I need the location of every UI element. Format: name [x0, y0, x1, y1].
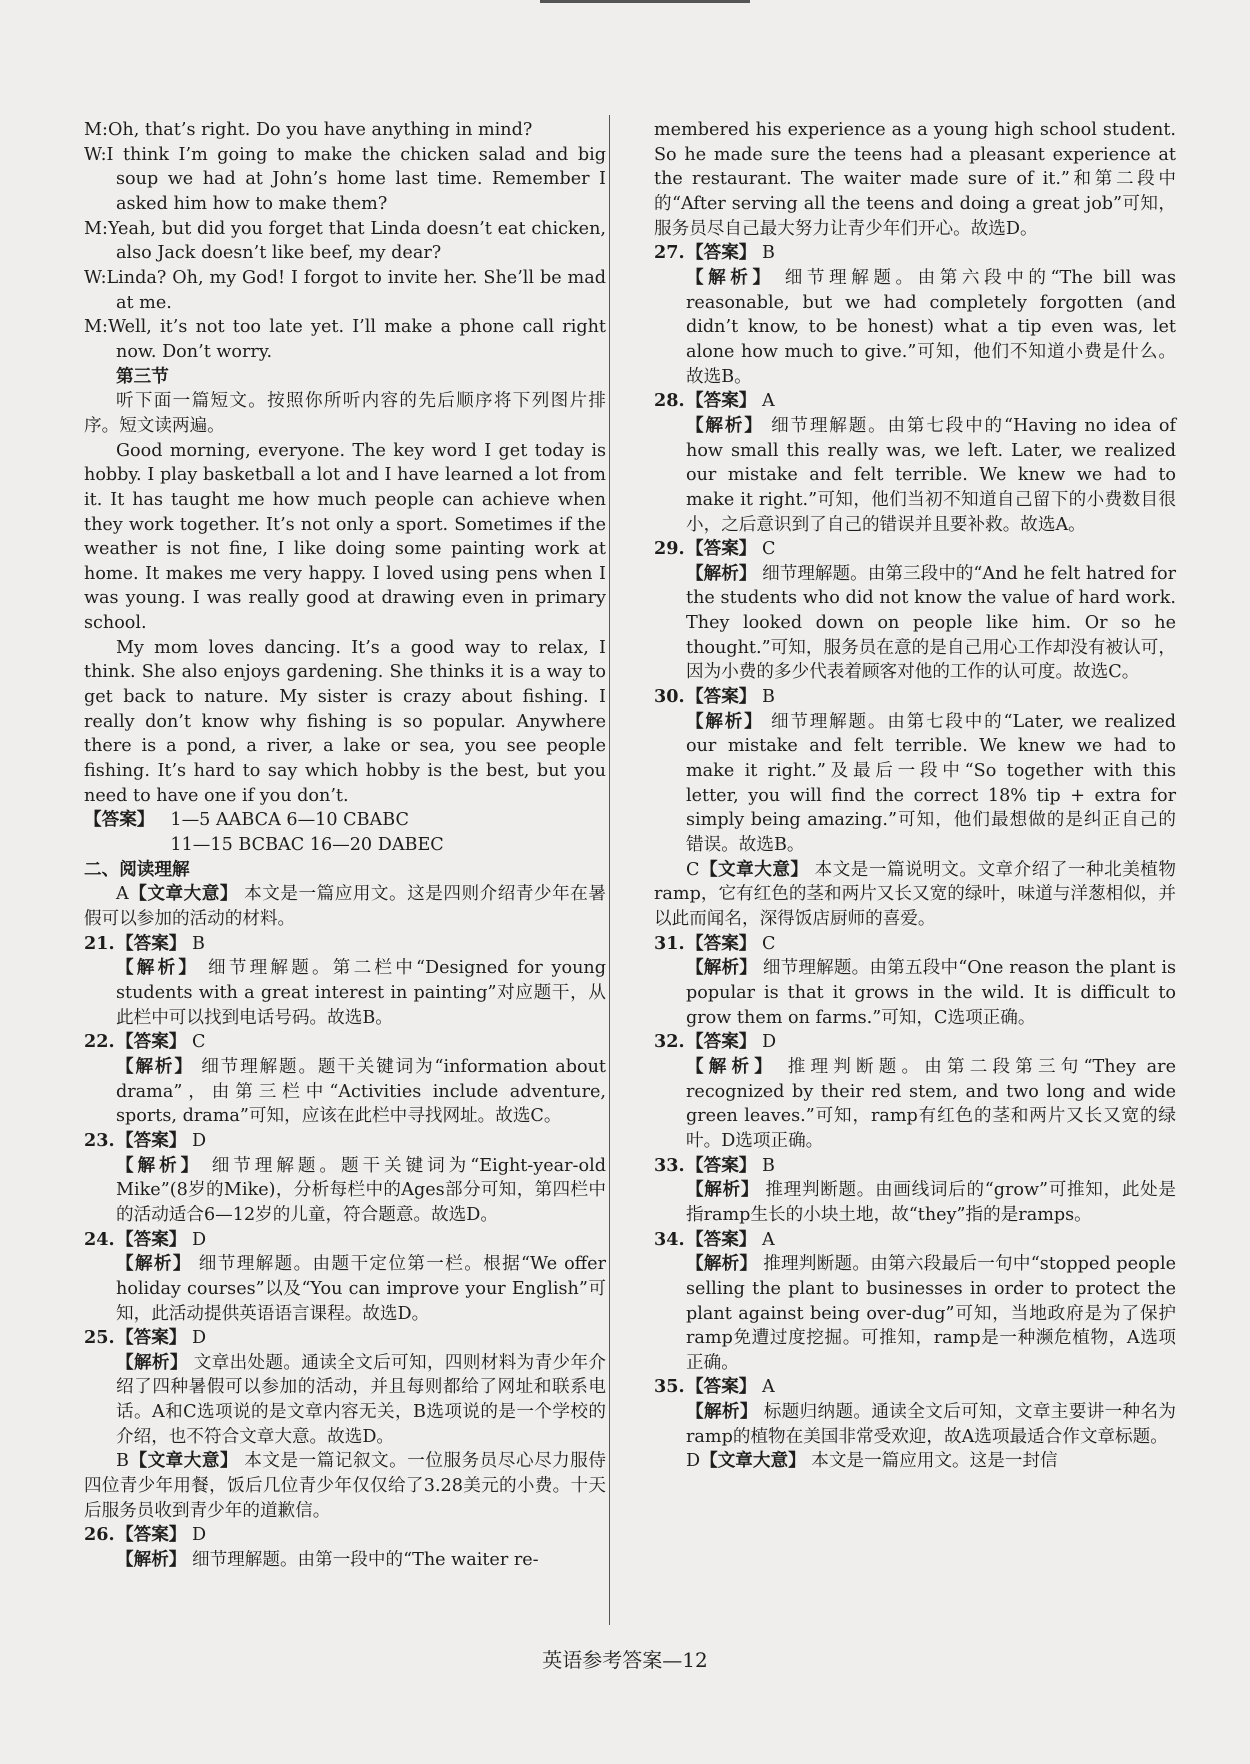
question-29: 29. 【答案】 C 【解析】 细节理解题。由第三段中的“And he felt hatred for the students who did not know the value of hard work. They looked down on people like him. Or so he thought.”可知，服务员在意的是自己用心工作却没有被认可，因为小费的多少代表着顾客对他的工作的认可度。故选C。 — [654, 538, 1176, 683]
answer-line: 11—15 BCBAC 16—20 DABEC — [170, 835, 444, 856]
question-31: 31. 【答案】 C 【解析】 细节理解题。由第五段中“One reason the plant is popular is that it grows in the wild. It is difficult to grow them on farms.”可知，C选项正确。 — [654, 932, 1176, 1028]
section3-title: 第三节 — [116, 365, 169, 387]
answer-label: 【答案】 — [84, 809, 155, 831]
summary-A: A【文章大意】 本文是一篇应用文。这是四则介绍青少年在暑假可以参加的活动的材料。 — [84, 883, 606, 929]
question-27: 27. 【答案】 B 【解析】 细节理解题。由第六段中的“The bill was reasonable, but we had completely forgotten (and didn’t know, to be honest) what a tip even was, let alone how much to give.”可知，他们不知道小费是什么。故选B。 — [654, 242, 1176, 387]
question-34: 34. 【答案】 A 【解析】 推理判断题。由第六段最后一句中“stopped people selling the plant to businesses in order to protect the plant against being over-dug”可知，当地政府是为了保护ramp免遭过度挖掘。可推知，ramp是一种濒危植物，A选项正确。 — [654, 1228, 1176, 1373]
summary-B: B【文章大意】 本文是一篇记叙文。一位服务员尽心尽力服侍四位青少年用餐，饭后几位青少年仅仅给了3.28美元的小费。十天后服务员收到青少年的道歉信。 — [84, 1450, 606, 1521]
answer-block — [84, 808, 606, 857]
question-33: 33. 【答案】 B 【解析】 推理判断题。由画线词后的“grow”可推知，此处是指ramp生长的小块土地，故“they”指的是ramps。 — [654, 1154, 1176, 1225]
summary-C: C【文章大意】 本文是一篇说明文。文章介绍了一种北美植物ramp，它有红色的茎和两片又长又宽的绿叶，味道与洋葱相似，并以此而闻名，深得饭店厨师的喜爱。 — [654, 858, 1176, 929]
column-divider — [609, 115, 610, 1625]
answer-line: 1—5 AABCA 6—10 CBABC — [170, 810, 409, 831]
summary-D: D【文章大意】 本文是一篇应用文。这是一封信 — [686, 1450, 1058, 1472]
section3-instruction: 听下面一篇短文。按照你所听内容的先后顺序将下列图片排序。短文读两遍。 — [84, 391, 606, 436]
passage-paragraph: Good morning, everyone. The key word I get today is hobby. I play basketball a lot and I have learned a lot from it. It has taught me how much people can achieve when they work together. It’s not only a sport. Sometimes if the weather is not fine, I like doing some painting work at home. It makes me very happy. I loved using pens when I was young. I was really good at drawing even in primary school. — [84, 440, 606, 634]
left-column — [84, 118, 606, 1573]
dialogue-line: M:Oh, that’s right. Do you have anything in mind? — [84, 120, 533, 140]
question-25: 25. 【答案】 D 【解析】 文章出处题。通读全文后可知，四则材料为青少年介绍了四种暑假可以参加的活动，并且每则都给了网址和联系电话。A和C选项说的是文章内容无关，B选项说的是一个学校的介绍，也不符合文章大意。故选D。 — [84, 1327, 606, 1447]
question-28: 28. 【答案】 A 【解析】 细节理解题。由第七段中的“Having no idea of how small this really was, we left. Later, we realized our mistake and felt terrible. We knew we had to make it right.”可知，他们当初不知道自己留下的小费数目很小，之后意识到了自己的错误并且要补救。故选A。 — [654, 390, 1176, 535]
dialogue-line: W:Linda? Oh, my God! I forgot to invite her. She’ll be mad at me. — [84, 267, 606, 313]
question-26: 26. 【答案】 D 【解析】 细节理解题。由第一段中的“The waiter re- — [84, 1524, 539, 1571]
right-column — [654, 118, 1176, 1474]
question-35: 35. 【答案】 A 【解析】 标题归纳题。通读全文后可知，文章主要讲一种名为ramp的植物在美国非常受欢迎，故A选项最适合作文章标题。 — [654, 1376, 1176, 1447]
question-24: 24. 【答案】 D 【解析】 细节理解题。由题干定位第一栏。根据“We offer holiday courses”以及“You can improve your English”可知，此活动提供英语语言课程。故选D。 — [84, 1228, 606, 1324]
question-21: 21. 【答案】 B 【解析】 细节理解题。第二栏中“Designed for young students with a great interest in painting”对应题干，从此栏中可以找到电话号码。故选B。 — [84, 932, 607, 1028]
question-22: 22. 【答案】 C 【解析】 细节理解题。题干关键词为“information about drama”，由第三栏中“Activities include adventure, sports, drama”可知，应该在此栏中寻找网址。故选C。 — [84, 1031, 606, 1127]
question-26-continued: membered his experience as a young high school student. So he made sure the teens had a pleasant experience at the restaurant. The waiter made sure of it.”和第二段中的“After serving all the teens and doing a great job”可知，服务员尽自己最大努力让青少年们开心。故选D。 — [654, 120, 1176, 239]
passage-paragraph: My mom loves dancing. It’s a good way to relax, I think. She also enjoys gardening. She thinks it is a way to get back to nature. My sister is crazy about fishing. I really don’t know why fishing is so popular. Anywhere there is a pond, a river, a lake or sea, you see people fishing. It’s hard to say which hobby is the best, but you need to have one if you don’t. — [84, 637, 606, 806]
page-footer: 英语参考答案—12 — [542, 1648, 708, 1672]
dialogue-line: M:Yeah, but did you forget that Linda doesn’t eat chicken, also Jack doesn’t like beef, my dear? — [84, 218, 606, 264]
dialogue-line: M:Well, it’s not too late yet. I’ll make a phone call right now. Don’t worry. — [84, 317, 606, 362]
part2-title: 二、阅读理解 — [84, 858, 190, 880]
dialogue-line: W:I think I’m going to make the chicken salad and big soup we had at John’s home last time. Remember I asked him how to make them? — [84, 144, 606, 214]
question-30: 30. 【答案】 B 【解析】 细节理解题。由第七段中的“Later, we realized our mistake and felt terrible. We knew we had to make it right.”及最后一段中“So together with this letter, you will find the correct 18% tip + extra for simply being amazing.”可知，他们最想做的是纠正自己的错误。故选B。 — [654, 686, 1177, 856]
question-23: 23. 【答案】 D 【解析】 细节理解题。题干关键词为“Eight-year-old Mike”(8岁的Mike)，分析每栏中的Ages部分可知，第四栏中的活动适合6—12岁的儿童，符合题意。故选D。 — [84, 1129, 606, 1225]
question-32: 32. 【答案】 D 【解析】 推理判断题。由第二段第三句“They are recognized by their red stem, and two long and wide green leaves.”可知，ramp有红色的茎和两片又长又宽的绿叶。D选项正确。 — [654, 1031, 1176, 1151]
top-rule — [540, 0, 750, 3]
